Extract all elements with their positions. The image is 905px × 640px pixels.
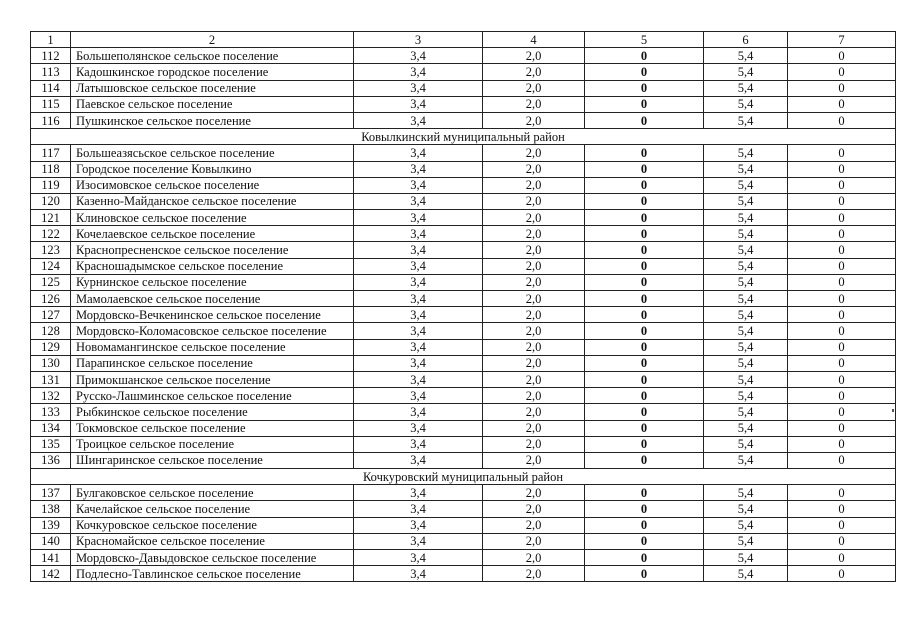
settlement-name: Качелайское сельское поселение: [71, 501, 354, 517]
col-4-value: 2,0: [483, 210, 585, 226]
col-3-value: 3,4: [354, 48, 483, 64]
table-row: [31, 501, 896, 517]
col-6-value: 5,4: [704, 226, 788, 242]
col-4-value: 2,0: [483, 242, 585, 258]
col-7-value: 0: [788, 242, 896, 258]
col-4-value: 2,0: [483, 291, 585, 307]
col-4-value: 2,0: [483, 388, 585, 404]
row-number: 118: [31, 161, 71, 177]
col-6-value: 5,4: [704, 404, 788, 420]
settlement-name: Мамолаевское сельское поселение: [71, 291, 354, 307]
col-4-value: 2,0: [483, 274, 585, 290]
table-row: [31, 48, 896, 64]
table-row: [31, 355, 896, 371]
col-5-value: 0: [585, 339, 704, 355]
table-body: [31, 32, 896, 582]
col-3-value: 3,4: [354, 307, 483, 323]
col-5-value: 0: [585, 145, 704, 161]
col-5-value: 0: [585, 501, 704, 517]
col-7-value: 0: [788, 112, 896, 128]
settlement-name: Булгаковское сельское поселение: [71, 485, 354, 501]
col-5-value: 0: [585, 355, 704, 371]
col-6-value: 5,4: [704, 242, 788, 258]
table-row: [31, 404, 896, 420]
col-4-value: 2,0: [483, 339, 585, 355]
col-5-value: 0: [585, 258, 704, 274]
col-7-value: 0: [788, 274, 896, 290]
col-7-value: 0: [788, 161, 896, 177]
col-6-value: 5,4: [704, 48, 788, 64]
table-row: [31, 436, 896, 452]
col-5-value: 0: [585, 420, 704, 436]
col-7-value: 0: [788, 355, 896, 371]
col-7-value: 0: [788, 323, 896, 339]
table-row: [31, 226, 896, 242]
col-3-value: 3,4: [354, 226, 483, 242]
col-5-value: 0: [585, 452, 704, 468]
col-5-value: 0: [585, 291, 704, 307]
col-3-value: 3,4: [354, 485, 483, 501]
col-3-value: 3,4: [354, 258, 483, 274]
table-row: [31, 80, 896, 96]
settlement-name: Городское поселение Ковылкино: [71, 161, 354, 177]
table-row: [31, 274, 896, 290]
settlement-name: Кочелаевское сельское поселение: [71, 226, 354, 242]
settlement-name: Шингаринское сельское поселение: [71, 452, 354, 468]
col-6-value: 5,4: [704, 193, 788, 209]
row-number: 139: [31, 517, 71, 533]
table-row: [31, 258, 896, 274]
col-7-value: 0: [788, 258, 896, 274]
section-title: Ковылкинский муниципальный район: [31, 129, 896, 145]
row-number: 141: [31, 550, 71, 566]
col-3-value: 3,4: [354, 566, 483, 582]
col-4-value: 2,0: [483, 323, 585, 339]
col-5-value: 0: [585, 193, 704, 209]
col-3-value: 3,4: [354, 355, 483, 371]
col-7-value: 0: [788, 339, 896, 355]
table-row: [31, 339, 896, 355]
settlement-name: Кадошкинское городское поселение: [71, 64, 354, 80]
col-3-value: 3,4: [354, 533, 483, 549]
settlement-name: Токмовское сельское поселение: [71, 420, 354, 436]
col-5-value: 0: [585, 517, 704, 533]
settlement-name: Кочкуровское сельское поселение: [71, 517, 354, 533]
col-5-value: 0: [585, 323, 704, 339]
col-4-value: 2,0: [483, 64, 585, 80]
scan-speck: [892, 409, 894, 412]
col-5-value: 0: [585, 307, 704, 323]
col-5-value: 0: [585, 404, 704, 420]
col-7-value: 0: [788, 404, 896, 420]
col-6-value: 5,4: [704, 112, 788, 128]
row-number: 133: [31, 404, 71, 420]
col-7-value: 0: [788, 566, 896, 582]
col-6-value: 5,4: [704, 517, 788, 533]
row-number: 137: [31, 485, 71, 501]
col-5-value: 0: [585, 112, 704, 128]
col-5-value: 0: [585, 550, 704, 566]
row-number: 134: [31, 420, 71, 436]
col-7-value: 0: [788, 291, 896, 307]
table-row: [31, 210, 896, 226]
col-5-value: 0: [585, 242, 704, 258]
settlement-name: Примокшанское сельское поселение: [71, 371, 354, 387]
table-row: [31, 112, 896, 128]
col-7-value: 0: [788, 96, 896, 112]
col-6-value: 5,4: [704, 258, 788, 274]
table-row: [31, 177, 896, 193]
col-7-value: 0: [788, 226, 896, 242]
col-3-value: 3,4: [354, 291, 483, 307]
row-number: 114: [31, 80, 71, 96]
header-cell-2: 2: [71, 32, 354, 48]
row-number: 131: [31, 371, 71, 387]
col-5-value: 0: [585, 210, 704, 226]
col-6-value: 5,4: [704, 339, 788, 355]
row-number: 127: [31, 307, 71, 323]
col-4-value: 2,0: [483, 307, 585, 323]
col-6-value: 5,4: [704, 533, 788, 549]
table-row: [31, 323, 896, 339]
col-5-value: 0: [585, 274, 704, 290]
settlement-name: Большеполянское сельское поселение: [71, 48, 354, 64]
col-7-value: 0: [788, 436, 896, 452]
col-5-value: 0: [585, 226, 704, 242]
col-4-value: 2,0: [483, 485, 585, 501]
settlement-name: Подлесно-Тавлинское сельское поселение: [71, 566, 354, 582]
col-6-value: 5,4: [704, 161, 788, 177]
table-row: [31, 242, 896, 258]
col-6-value: 5,4: [704, 501, 788, 517]
col-3-value: 3,4: [354, 517, 483, 533]
header-cell-4: 4: [483, 32, 585, 48]
col-5-value: 0: [585, 64, 704, 80]
col-6-value: 5,4: [704, 145, 788, 161]
col-3-value: 3,4: [354, 193, 483, 209]
row-number: 119: [31, 177, 71, 193]
col-5-value: 0: [585, 161, 704, 177]
col-4-value: 2,0: [483, 420, 585, 436]
settlement-name: Русско-Лашминское сельское поселение: [71, 388, 354, 404]
col-6-value: 5,4: [704, 371, 788, 387]
settlement-name: Парапинское сельское поселение: [71, 355, 354, 371]
col-5-value: 0: [585, 371, 704, 387]
col-7-value: 0: [788, 307, 896, 323]
col-3-value: 3,4: [354, 501, 483, 517]
table-row: [31, 420, 896, 436]
col-3-value: 3,4: [354, 323, 483, 339]
row-number: 122: [31, 226, 71, 242]
col-3-value: 3,4: [354, 177, 483, 193]
col-3-value: 3,4: [354, 371, 483, 387]
table-row: [31, 371, 896, 387]
row-number: 116: [31, 112, 71, 128]
col-4-value: 2,0: [483, 452, 585, 468]
row-number: 126: [31, 291, 71, 307]
col-4-value: 2,0: [483, 355, 585, 371]
header-cell-3: 3: [354, 32, 483, 48]
col-5-value: 0: [585, 388, 704, 404]
col-4-value: 2,0: [483, 145, 585, 161]
col-4-value: 2,0: [483, 193, 585, 209]
col-3-value: 3,4: [354, 404, 483, 420]
col-6-value: 5,4: [704, 80, 788, 96]
col-6-value: 5,4: [704, 436, 788, 452]
col-5-value: 0: [585, 48, 704, 64]
row-number: 113: [31, 64, 71, 80]
row-number: 136: [31, 452, 71, 468]
table-row: [31, 533, 896, 549]
col-4-value: 2,0: [483, 517, 585, 533]
table-row: [31, 550, 896, 566]
settlement-name: Паевское сельское поселение: [71, 96, 354, 112]
row-number: 132: [31, 388, 71, 404]
col-7-value: 0: [788, 177, 896, 193]
col-6-value: 5,4: [704, 291, 788, 307]
col-7-value: 0: [788, 193, 896, 209]
col-4-value: 2,0: [483, 533, 585, 549]
col-3-value: 3,4: [354, 436, 483, 452]
settlement-name: Мордовско-Коломасовское сельское поселение: [71, 323, 354, 339]
col-3-value: 3,4: [354, 388, 483, 404]
settlement-name: Рыбкинское сельское поселение: [71, 404, 354, 420]
col-3-value: 3,4: [354, 161, 483, 177]
col-3-value: 3,4: [354, 452, 483, 468]
col-5-value: 0: [585, 177, 704, 193]
col-6-value: 5,4: [704, 550, 788, 566]
settlement-name: Курнинское сельское поселение: [71, 274, 354, 290]
settlement-name: Латышовское сельское поселение: [71, 80, 354, 96]
col-3-value: 3,4: [354, 550, 483, 566]
table-row: [31, 517, 896, 533]
header-cell-7: 7: [788, 32, 896, 48]
settlement-name: Новомамангинское сельское поселение: [71, 339, 354, 355]
table-row: [31, 64, 896, 80]
col-4-value: 2,0: [483, 550, 585, 566]
settlement-name: Изосимовское сельское поселение: [71, 177, 354, 193]
col-6-value: 5,4: [704, 485, 788, 501]
settlement-name: Клиновское сельское поселение: [71, 210, 354, 226]
col-7-value: 0: [788, 485, 896, 501]
col-3-value: 3,4: [354, 210, 483, 226]
table-row: [31, 96, 896, 112]
row-number: 138: [31, 501, 71, 517]
row-number: 142: [31, 566, 71, 582]
header-cell-1: 1: [31, 32, 71, 48]
table-row: [31, 193, 896, 209]
col-7-value: 0: [788, 48, 896, 64]
row-number: 125: [31, 274, 71, 290]
col-5-value: 0: [585, 485, 704, 501]
row-number: 140: [31, 533, 71, 549]
section-title: Кочкуровский муниципальный район: [31, 469, 896, 485]
table-row: [31, 145, 896, 161]
section-row: [31, 469, 896, 485]
table-row: [31, 161, 896, 177]
row-number: 120: [31, 193, 71, 209]
col-3-value: 3,4: [354, 420, 483, 436]
settlement-name: Красномайское сельское поселение: [71, 533, 354, 549]
row-number: 135: [31, 436, 71, 452]
col-3-value: 3,4: [354, 112, 483, 128]
header-cell-5: 5: [585, 32, 704, 48]
col-7-value: 0: [788, 371, 896, 387]
table-row: [31, 388, 896, 404]
col-4-value: 2,0: [483, 161, 585, 177]
row-number: 129: [31, 339, 71, 355]
col-3-value: 3,4: [354, 242, 483, 258]
col-7-value: 0: [788, 533, 896, 549]
col-4-value: 2,0: [483, 112, 585, 128]
col-6-value: 5,4: [704, 64, 788, 80]
table-row: [31, 291, 896, 307]
col-6-value: 5,4: [704, 355, 788, 371]
row-number: 128: [31, 323, 71, 339]
col-7-value: 0: [788, 550, 896, 566]
header-row: [31, 32, 896, 48]
col-3-value: 3,4: [354, 339, 483, 355]
settlement-name: Пушкинское сельское поселение: [71, 112, 354, 128]
settlement-name: Троицкое сельское поселение: [71, 436, 354, 452]
col-7-value: 0: [788, 420, 896, 436]
row-number: 117: [31, 145, 71, 161]
header-cell-6: 6: [704, 32, 788, 48]
col-7-value: 0: [788, 388, 896, 404]
col-6-value: 5,4: [704, 420, 788, 436]
col-6-value: 5,4: [704, 177, 788, 193]
col-7-value: 0: [788, 517, 896, 533]
settlement-name: Казенно-Майданское сельское поселение: [71, 193, 354, 209]
col-3-value: 3,4: [354, 274, 483, 290]
col-3-value: 3,4: [354, 145, 483, 161]
col-6-value: 5,4: [704, 566, 788, 582]
col-4-value: 2,0: [483, 80, 585, 96]
col-4-value: 2,0: [483, 501, 585, 517]
settlement-name: Красношадымское сельское поселение: [71, 258, 354, 274]
col-4-value: 2,0: [483, 371, 585, 387]
col-5-value: 0: [585, 80, 704, 96]
table-row: [31, 307, 896, 323]
col-6-value: 5,4: [704, 323, 788, 339]
col-4-value: 2,0: [483, 226, 585, 242]
col-3-value: 3,4: [354, 64, 483, 80]
col-4-value: 2,0: [483, 404, 585, 420]
col-6-value: 5,4: [704, 96, 788, 112]
section-row: [31, 129, 896, 145]
row-number: 124: [31, 258, 71, 274]
col-7-value: 0: [788, 64, 896, 80]
col-3-value: 3,4: [354, 80, 483, 96]
col-6-value: 5,4: [704, 210, 788, 226]
table-row: [31, 566, 896, 582]
col-4-value: 2,0: [483, 436, 585, 452]
row-number: 112: [31, 48, 71, 64]
col-6-value: 5,4: [704, 452, 788, 468]
settlement-name: Большеазясьское сельское поселение: [71, 145, 354, 161]
col-4-value: 2,0: [483, 96, 585, 112]
row-number: 121: [31, 210, 71, 226]
col-5-value: 0: [585, 96, 704, 112]
settlements-table: [30, 31, 896, 582]
col-3-value: 3,4: [354, 96, 483, 112]
row-number: 123: [31, 242, 71, 258]
col-4-value: 2,0: [483, 566, 585, 582]
col-7-value: 0: [788, 501, 896, 517]
table-row: [31, 485, 896, 501]
col-5-value: 0: [585, 533, 704, 549]
col-4-value: 2,0: [483, 177, 585, 193]
col-5-value: 0: [585, 436, 704, 452]
col-6-value: 5,4: [704, 307, 788, 323]
col-7-value: 0: [788, 210, 896, 226]
col-4-value: 2,0: [483, 258, 585, 274]
col-7-value: 0: [788, 145, 896, 161]
settlement-name: Мордовско-Вечкенинское сельское поселение: [71, 307, 354, 323]
settlement-name: Мордовско-Давыдовское сельское поселение: [71, 550, 354, 566]
col-4-value: 2,0: [483, 48, 585, 64]
col-7-value: 0: [788, 452, 896, 468]
row-number: 115: [31, 96, 71, 112]
row-number: 130: [31, 355, 71, 371]
col-7-value: 0: [788, 80, 896, 96]
col-6-value: 5,4: [704, 388, 788, 404]
col-5-value: 0: [585, 566, 704, 582]
settlement-name: Краснопресненское сельское поселение: [71, 242, 354, 258]
table-row: [31, 452, 896, 468]
col-6-value: 5,4: [704, 274, 788, 290]
